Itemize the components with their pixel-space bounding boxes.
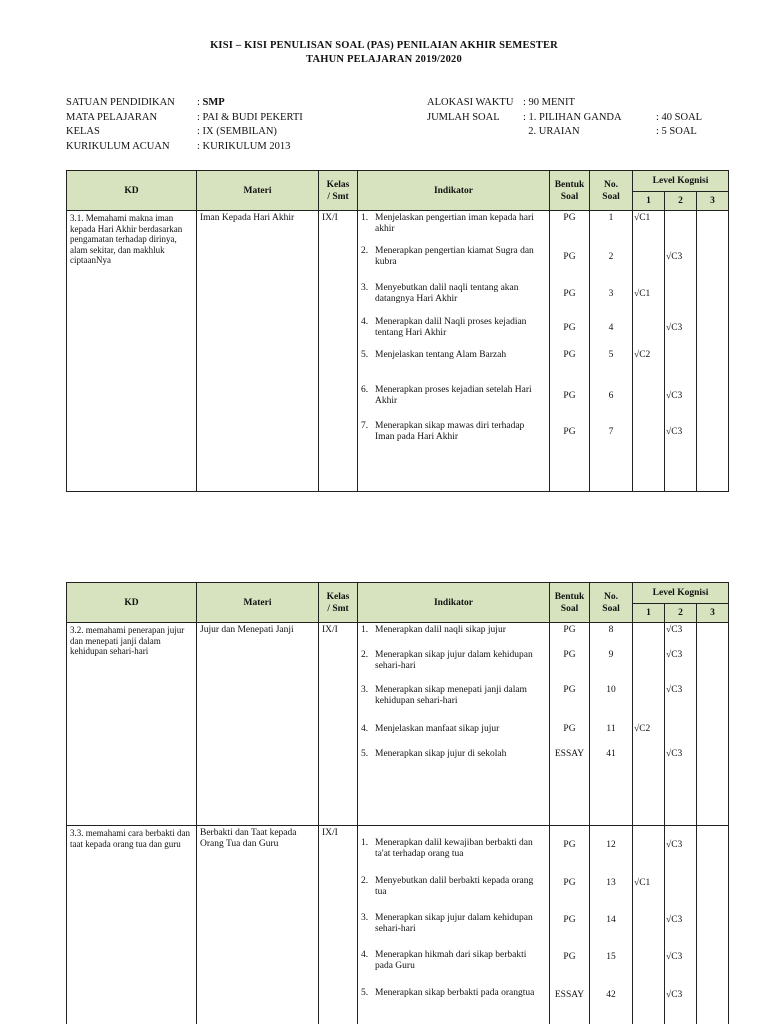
level-2-mark: √C3 (666, 685, 683, 695)
indikator-item (361, 913, 546, 934)
indikator-text: Menjelaskan tentang Alam Barzah (375, 350, 507, 360)
info-value: PAI & BUDI PEKERTI (202, 111, 303, 123)
nomor-soal: 41 (606, 749, 616, 759)
level-1-mark: √C1 (634, 878, 651, 888)
indikator-number: 2. (361, 650, 369, 660)
indikator-text: Menerapkan dalil kewajiban berbakti dan ta'at terhadap orang tua (375, 838, 533, 859)
no-soal-cell (590, 826, 633, 1024)
indikator-text: Menerapkan sikap mawas diri terhadap Iman pada Hari Akhir (375, 421, 525, 442)
indikator-number: 1. (361, 213, 369, 223)
bentuk-soal: PG (563, 650, 576, 660)
header-level-1: 1 (633, 192, 665, 211)
header-level-3: 3 (697, 604, 729, 623)
indikator-item (361, 317, 546, 338)
indikator-number: 1. (361, 838, 369, 848)
level-2-mark: √C3 (666, 427, 683, 437)
level-2-mark: √C3 (666, 952, 683, 962)
info-right-labels (427, 96, 513, 140)
info-label: KELAS (66, 126, 100, 137)
indikator-item (361, 350, 546, 361)
indikator-number: 4. (361, 317, 369, 327)
nomor-soal: 3 (608, 289, 614, 299)
indikator-text: Menerapkan hikmah dari sikap berbakti pada Guru (375, 950, 527, 971)
indikator-number: 5. (361, 988, 369, 998)
info-value: KURIKULUM 2013 (202, 140, 291, 152)
info-extra: : 5 SOAL (656, 126, 697, 137)
nomor-soal: 1 (608, 213, 614, 223)
indikator-text: Menerapkan sikap berbakti pada orangtua (375, 988, 535, 998)
info-label: ALOKASI WAKTU (427, 97, 514, 108)
bentuk-soal: PG (563, 952, 576, 962)
indikator-item (361, 213, 546, 234)
header-materi: Materi (197, 171, 319, 211)
level-3-cell (697, 826, 729, 1024)
info-extra (656, 96, 702, 111)
info-left-labels (66, 96, 201, 154)
bentuk-soal: PG (563, 724, 576, 734)
level-2-mark: √C3 (666, 915, 683, 925)
nomor-soal: 2 (608, 252, 614, 262)
indikator-item (361, 876, 546, 897)
nomor-soal: 42 (606, 990, 616, 1000)
nomor-soal: 4 (608, 323, 614, 333)
bentuk-soal: PG (563, 427, 576, 437)
info-label: KURIKULUM ACUAN (66, 140, 170, 152)
level-2-mark: √C3 (666, 990, 683, 1000)
document-title: KISI – KISI PENULISAN SOAL (PAS) PENILAIAN AKHIR SEMESTER (210, 40, 558, 51)
table-row (67, 623, 729, 826)
nomor-soal: 14 (606, 915, 616, 925)
level-3-cell (697, 623, 729, 826)
indikator-item (361, 724, 546, 735)
bentuk-soal: PG (563, 350, 576, 360)
indikator-cell (358, 826, 550, 1024)
bentuk-cell (550, 826, 590, 1024)
header-level-kognisi: Level Kognisi (633, 171, 729, 192)
level-2-mark: √C3 (666, 391, 683, 401)
nomor-soal: 10 (606, 685, 616, 695)
level-3-cell (697, 211, 729, 492)
indikator-item (361, 988, 546, 999)
info-extra: : 40 SOAL (656, 111, 703, 123)
header-level-1: 1 (633, 604, 665, 623)
materi-cell: Jujur dan Menepati Janji (197, 623, 319, 826)
indikator-item (361, 749, 546, 760)
header-bentuk: Bentuk Soal (550, 583, 590, 623)
document-subtitle: TAHUN PELAJARAN 2019/2020 (306, 54, 462, 65)
info-value: SMP (202, 97, 225, 108)
nomor-soal: 11 (606, 724, 616, 734)
level-1-cell (633, 211, 665, 492)
bentuk-soal: ESSAY (554, 749, 585, 759)
level-2-mark: √C3 (666, 840, 683, 850)
indikator-number: 2. (361, 246, 369, 256)
indikator-item (361, 283, 546, 304)
header-kd: KD (67, 171, 197, 211)
kisi-table-2 (66, 582, 729, 1024)
indikator-number: 4. (361, 950, 369, 960)
indikator-text: Menerapkan sikap jujur di sekolah (375, 749, 507, 759)
level-2-cell (665, 623, 697, 826)
indikator-text: Menerapkan sikap menepati janji dalam kehidupan sehari-hari (375, 685, 527, 706)
bentuk-soal: ESSAY (554, 990, 585, 1000)
indikator-text: Menjelaskan manfaat sikap jujur (375, 724, 500, 734)
kd-cell: 3.1. Memahami makna iman kepada Hari Akhir berdasarkan pengamatan terhadap dirinya, alam sekitar, dan makhluk ciptaanNya (67, 211, 197, 492)
bentuk-soal: PG (563, 685, 576, 695)
level-2-cell (665, 826, 697, 1024)
indikator-item (361, 950, 546, 971)
indikator-text: Menerapkan proses kejadian setelah Hari Akhir (375, 385, 532, 406)
bentuk-cell (550, 623, 590, 826)
indikator-item (361, 246, 546, 267)
info-value: IX (SEMBILAN) (202, 126, 277, 137)
table-row (67, 826, 729, 1024)
level-1-mark: √C1 (634, 213, 651, 223)
info-label (427, 125, 513, 140)
info-label: JUMLAH SOAL (427, 111, 500, 123)
indikator-item (361, 385, 546, 406)
header-level-2: 2 (665, 604, 697, 623)
nomor-soal: 5 (608, 350, 614, 360)
indikator-number: 3. (361, 913, 369, 923)
bentuk-soal: PG (563, 878, 576, 888)
indikator-text: Menyebutkan dalil berbakti kepada orang tua (375, 876, 534, 897)
nomor-soal: 7 (608, 427, 614, 437)
info-label: SATUAN PENDIDIKAN (66, 97, 175, 108)
info-value: 1. PILIHAN GANDA (528, 111, 622, 123)
indikator-text: Menyebutkan dalil naqli tentang akan datangnya Hari Akhir (375, 283, 519, 304)
indikator-number: 2. (361, 876, 369, 886)
header-indikator: Indikator (358, 171, 550, 211)
indikator-cell (358, 623, 550, 826)
indikator-number: 5. (361, 749, 369, 759)
indikator-item (361, 625, 546, 636)
bentuk-soal: PG (563, 252, 576, 262)
nomor-soal: 15 (606, 952, 616, 962)
indikator-number: 4. (361, 724, 369, 734)
indikator-number: 6. (361, 385, 369, 395)
indikator-number: 5. (361, 350, 369, 360)
kelas-cell: IX/I (319, 826, 358, 1024)
header-bentuk: Bentuk Soal (550, 171, 590, 211)
nomor-soal: 8 (608, 625, 614, 635)
kelas-cell: IX/I (319, 623, 358, 826)
indikator-text: Menerapkan pengertian kiamat Sugra dan kubra (375, 246, 534, 267)
header-indikator: Indikator (358, 583, 550, 623)
level-1-cell (633, 623, 665, 826)
level-2-cell (665, 211, 697, 492)
header-level-3: 3 (697, 192, 729, 211)
level-2-mark: √C3 (666, 650, 683, 660)
header-level-kognisi: Level Kognisi (633, 583, 729, 604)
materi-cell: Iman Kepada Hari Akhir (197, 211, 319, 492)
nomor-soal: 9 (608, 650, 614, 660)
nomor-soal: 6 (608, 391, 614, 401)
indikator-item (361, 838, 546, 859)
info-value: 90 MENIT (528, 97, 575, 108)
info-right-extra (656, 96, 702, 140)
level-2-mark: √C3 (666, 252, 683, 262)
table-row (67, 211, 729, 492)
indikator-number: 7. (361, 421, 369, 431)
level-2-mark: √C3 (666, 323, 683, 333)
indikator-text: Menerapkan sikap jujur dalam kehidupan sehari-hari (375, 650, 533, 671)
header-level-2: 2 (665, 192, 697, 211)
header-no-soal: No. Soal (590, 583, 633, 623)
header-kelas: Kelas / Smt (319, 171, 358, 211)
indikator-text: Menerapkan dalil Naqli proses kejadian tentang Hari Akhir (375, 317, 527, 338)
level-1-mark: √C2 (634, 350, 651, 360)
indikator-number: 3. (361, 685, 369, 695)
kelas-cell: IX/I (319, 211, 358, 492)
nomor-soal: 13 (606, 878, 616, 888)
kisi-table-1 (66, 170, 729, 492)
indikator-text: Menerapkan dalil naqli sikap jujur (375, 625, 506, 635)
indikator-cell (358, 211, 550, 492)
header-materi: Materi (197, 583, 319, 623)
info-value: 2. URAIAN (528, 126, 580, 137)
indikator-item (361, 421, 546, 442)
bentuk-soal: PG (563, 213, 576, 223)
header-no-soal: No. Soal (590, 171, 633, 211)
no-soal-cell (590, 623, 633, 826)
bentuk-cell (550, 211, 590, 492)
nomor-soal: 12 (606, 840, 616, 850)
no-soal-cell (590, 211, 633, 492)
kd-cell: 3.3. memahami cara berbakti dan taat kepada orang tua dan guru (67, 826, 197, 1024)
level-2-mark: √C3 (666, 625, 683, 635)
bentuk-soal: PG (563, 915, 576, 925)
bentuk-soal: PG (563, 391, 576, 401)
level-1-cell (633, 826, 665, 1024)
indikator-number: 3. (361, 283, 369, 293)
indikator-number: 1. (361, 625, 369, 635)
materi-cell: Berbakti dan Taat kepada Orang Tua dan Guru (197, 826, 319, 1024)
bentuk-soal: PG (563, 625, 576, 635)
indikator-item (361, 685, 546, 706)
indikator-text: Menjelaskan pengertian iman kepada hari akhir (375, 213, 534, 234)
level-2-mark: √C3 (666, 749, 683, 759)
bentuk-soal: PG (563, 323, 576, 333)
kd-cell: 3.2. memahami penerapan jujur dan menepati janji dalam kehidupan sehari-hari (67, 623, 197, 826)
indikator-text: Menerapkan sikap jujur dalam kehidupan sehari-hari (375, 913, 533, 934)
info-right-values: : 90 MENIT : 1. PILIHAN GANDA 2. URAIAN (523, 97, 622, 137)
level-1-mark: √C1 (634, 289, 651, 299)
bentuk-soal: PG (563, 840, 576, 850)
level-1-mark: √C2 (634, 724, 651, 734)
info-left-values: : SMP : PAI & BUDI PEKERTI : IX (SEMBILAN) : KURIKULUM 2013 (197, 97, 303, 152)
header-kd: KD (67, 583, 197, 623)
indikator-item (361, 650, 546, 671)
info-label: MATA PELAJARAN (66, 111, 158, 123)
header-kelas: Kelas / Smt (319, 583, 358, 623)
bentuk-soal: PG (563, 289, 576, 299)
